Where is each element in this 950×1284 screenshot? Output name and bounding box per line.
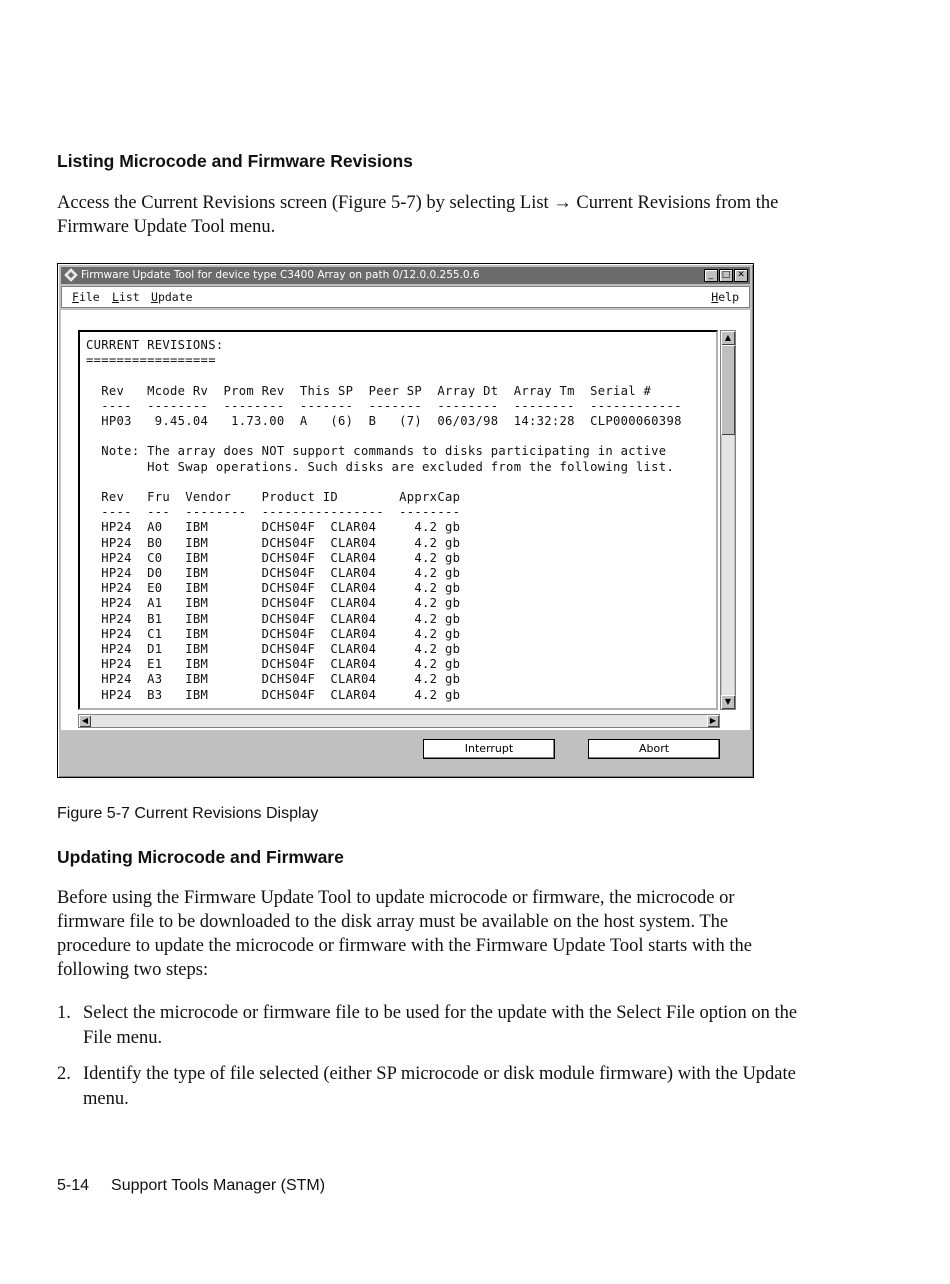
menu-update[interactable]: Update bbox=[151, 290, 193, 304]
section-heading-updating: Updating Microcode and Firmware bbox=[57, 847, 344, 867]
close-icon[interactable]: ✕ bbox=[734, 269, 748, 282]
vertical-scrollbar[interactable] bbox=[720, 330, 736, 710]
menubar bbox=[61, 286, 750, 308]
firmware-update-window bbox=[57, 263, 754, 778]
content-area bbox=[61, 310, 750, 730]
window-titlebar[interactable] bbox=[61, 267, 750, 284]
menu-file-rest: ile bbox=[78, 290, 100, 304]
minimize-icon[interactable]: _ bbox=[704, 269, 718, 282]
revisions-text: CURRENT REVISIONS: ================= Rev Mcode Rv Prom Rev This SP Peer SP Array Dt Array Tm Serial # ---- -------- -------- ------- ------- -------- -------- ------------ HP03 9.45.04 1.73.00 A (6) B (7) 06/03/98 14:32:28 CLP000060398 Note: The array does NOT support commands to disks participating in active Hot Swap operations. Such disks are excluded from the following list. Rev Fru Vendor Product ID ApprxCap ---- --- -------- ---------------- -------- HP24 A0 IBM DCHS04F CLAR04 4.2 gb HP24 B0 IBM DCHS04F CLAR04 4.2 gb HP24 C0 IBM DCHS04F CLAR04 4.2 gb HP24 D0 IBM DCHS04F CLAR04 4.2 gb HP24 E0 IBM DCHS04F CLAR04 4.2 gb HP24 A1 IBM DCHS04F CLAR04 4.2 gb HP24 B1 IBM DCHS04F CLAR04 4.2 gb HP24 C1 IBM DCHS04F CLAR04 4.2 gb HP24 D1 IBM DCHS04F CLAR04 4.2 gb HP24 E1 IBM DCHS04F CLAR04 4.2 gb HP24 A3 IBM DCHS04F CLAR04 4.2 gb HP24 B3 IBM DCHS04F CLAR04 4.2 gb bbox=[86, 338, 682, 702]
list-item: 1. Select the microcode or firmware file to be used for the update with the Select File option on the File menu. bbox=[57, 1003, 798, 1048]
steps-list bbox=[57, 1001, 857, 1111]
page-number: 5-14 bbox=[57, 1177, 90, 1194]
interrupt-button[interactable]: Interrupt bbox=[423, 739, 555, 759]
section-heading-listing: Listing Microcode and Firmware Revisions bbox=[57, 151, 413, 171]
window-title: Firmware Update Tool for device type C3400 Array on path 0/12.0.0.255.0.6 bbox=[81, 269, 480, 281]
scroll-left-icon[interactable]: ◀ bbox=[79, 715, 91, 727]
maximize-icon[interactable]: □ bbox=[719, 269, 733, 282]
vertical-scroll-track[interactable] bbox=[722, 435, 734, 695]
figure-caption: Figure 5-7 Current Revisions Display bbox=[57, 805, 319, 822]
scroll-down-icon[interactable]: ▼ bbox=[721, 695, 735, 709]
list-item: 2. Identify the type of file selected (either SP microcode or disk module firmware) with the Update menu. bbox=[57, 1064, 796, 1109]
page-footer bbox=[57, 1177, 347, 1195]
menu-file[interactable]: File bbox=[72, 290, 100, 304]
vertical-scroll-thumb[interactable] bbox=[721, 345, 735, 435]
footer-title: Support Tools Manager (STM) bbox=[111, 1177, 326, 1194]
revisions-text-pane[interactable] bbox=[78, 330, 718, 710]
intro-paragraph: Access the Current Revisions screen (Figure 5-7) by selecting List → Current Revisions from the Firmware Update Tool menu. bbox=[57, 193, 779, 237]
scroll-right-icon[interactable]: ▶ bbox=[707, 715, 719, 727]
scroll-up-icon[interactable]: ▲ bbox=[721, 331, 735, 345]
updating-paragraph: Before using the Firmware Update Tool to update microcode or firmware, the microcode or firmware file to be downloaded to the disk array must be available on the host system. The procedure to update the microcode or firmware with the Firmware Update Tool starts with the following two steps: bbox=[57, 888, 752, 980]
horizontal-scrollbar[interactable] bbox=[78, 714, 720, 728]
abort-button[interactable]: Abort bbox=[588, 739, 720, 759]
menu-list[interactable]: List bbox=[112, 290, 140, 304]
app-icon bbox=[64, 268, 78, 282]
menu-help[interactable]: Help bbox=[711, 290, 739, 304]
